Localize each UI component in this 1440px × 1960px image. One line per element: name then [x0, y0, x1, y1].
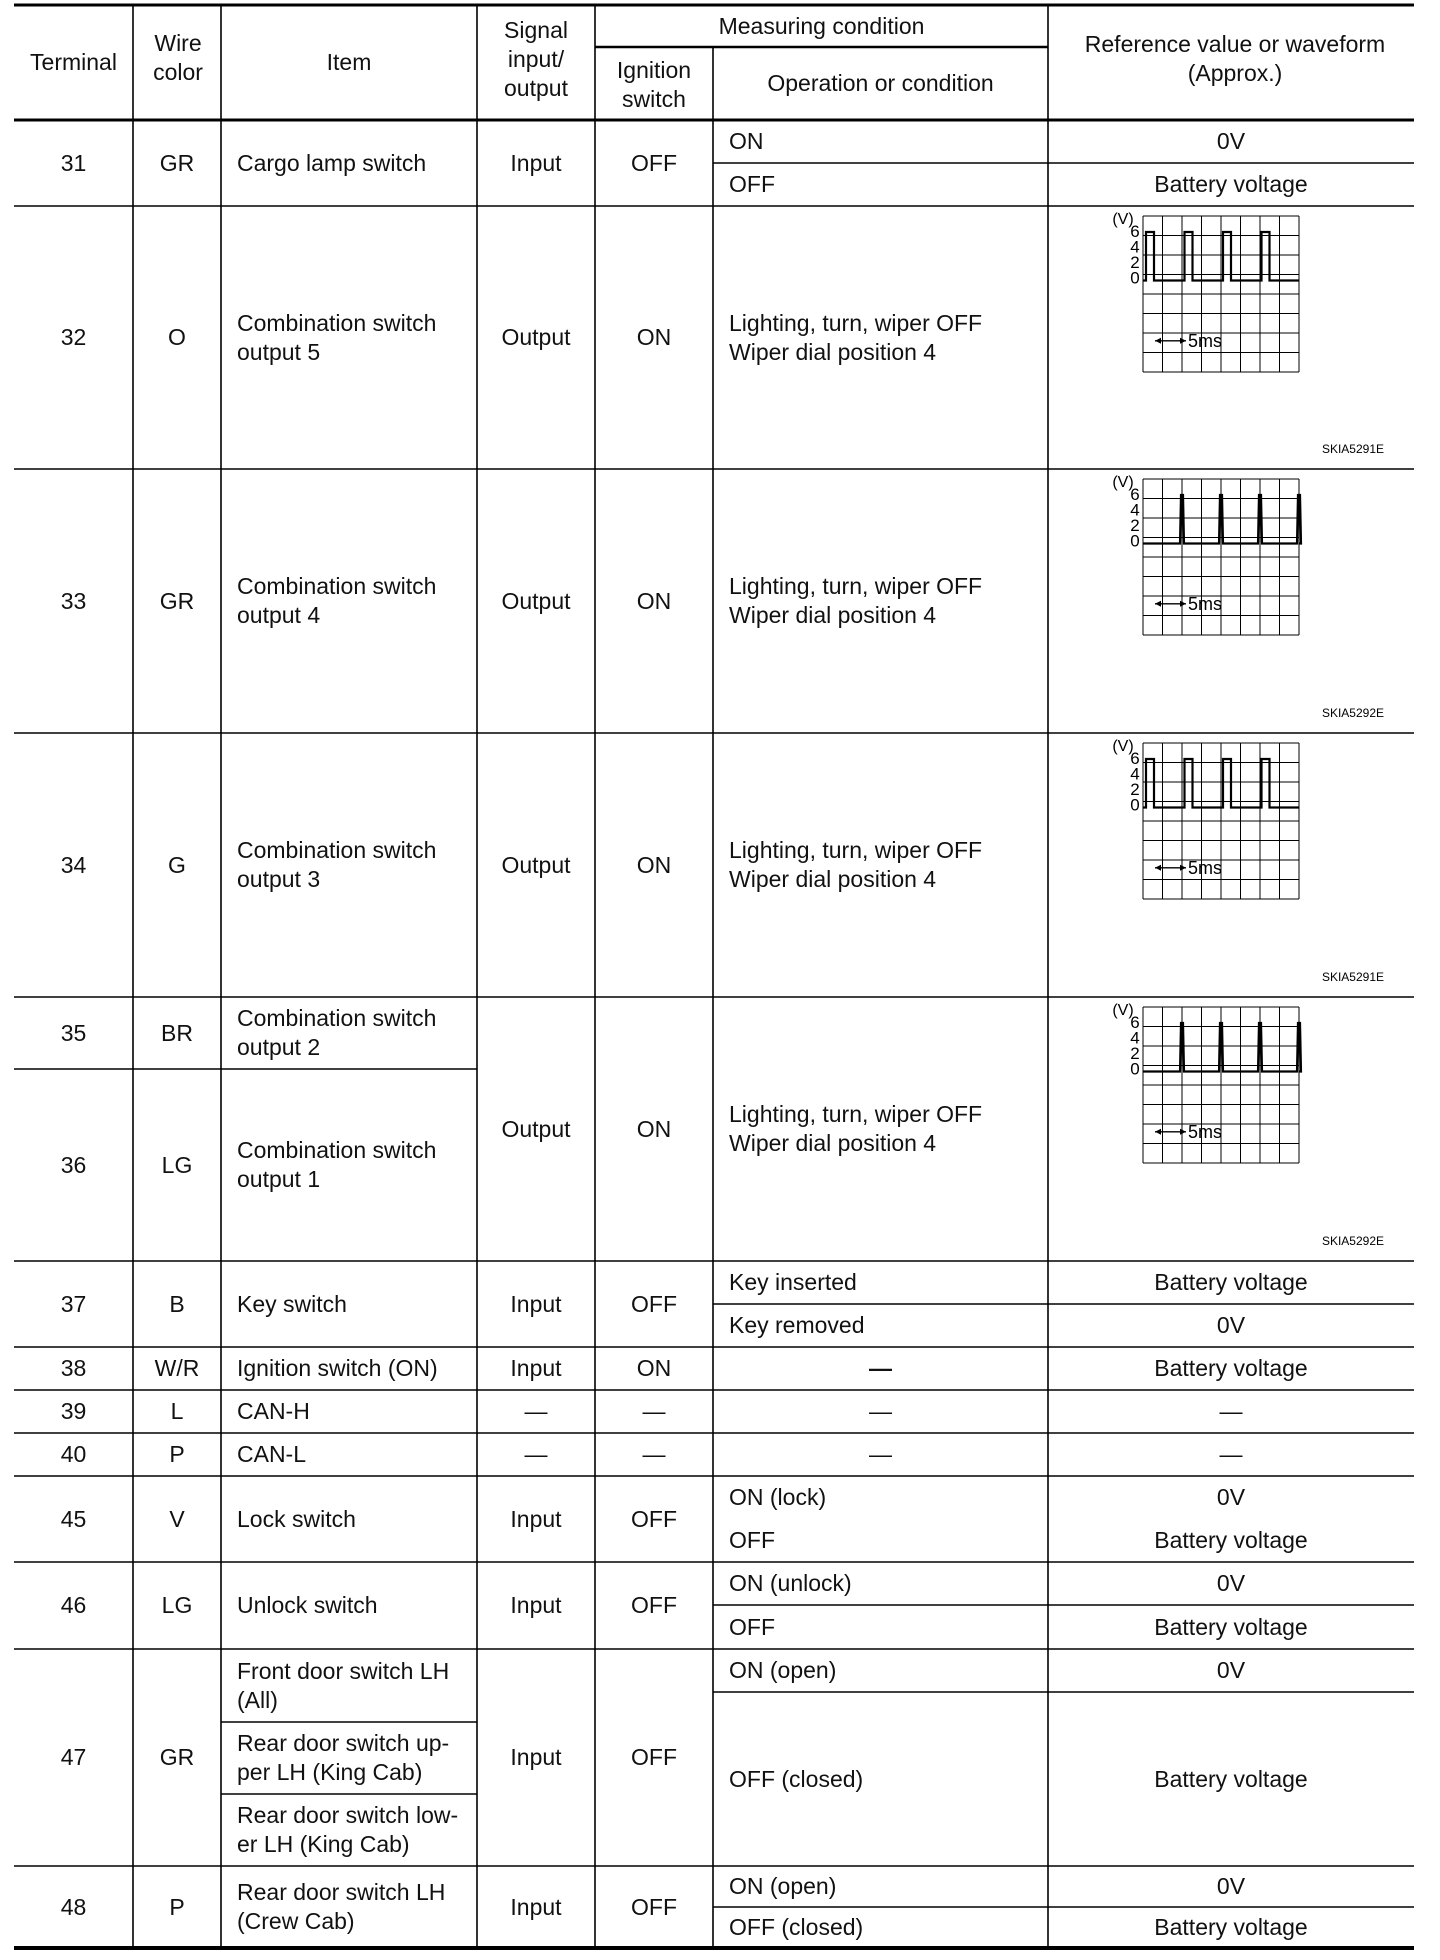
signal-48: Input: [510, 1893, 562, 1920]
op-33: Lighting, turn, wiper OFF Wiper dial position 4: [729, 573, 983, 628]
y-tick-label: 2: [1130, 516, 1140, 535]
terminal-47: 47: [60, 1744, 87, 1770]
terminal-34: 34: [60, 851, 87, 878]
ref-48-b: Battery voltage: [1154, 1914, 1308, 1940]
arrow-head-left: [1155, 601, 1161, 607]
item-34: Combination switch output 3: [237, 837, 437, 892]
header-measuring-condition: Measuring condition: [718, 12, 925, 39]
time-scale-label: 5ms: [1188, 593, 1223, 614]
ref-45-a: 0V: [1216, 1484, 1246, 1510]
ignition-33: ON: [636, 587, 672, 614]
figure-code: SKIA5291E: [1321, 970, 1384, 984]
wire-48: P: [169, 1893, 185, 1920]
y-tick-label: 6: [1130, 749, 1140, 768]
wire-45: V: [169, 1505, 185, 1532]
signal-47: Input: [510, 1744, 562, 1770]
figure-code: SKIA5292E: [1321, 1234, 1384, 1248]
ref-45-b: Battery voltage: [1154, 1527, 1308, 1553]
terminal-48: 48: [60, 1893, 87, 1920]
ref-39: —: [1219, 1398, 1243, 1424]
signal-46: Input: [510, 1592, 562, 1618]
op-32: Lighting, turn, wiper OFF Wiper dial position 4: [729, 309, 983, 365]
terminal-32: 32: [60, 324, 87, 350]
signal-trace: [1143, 1023, 1301, 1072]
time-scale-label: 5ms: [1188, 330, 1223, 351]
item-38: Ignition switch (ON): [237, 1355, 438, 1381]
op-46-b: OFF: [729, 1613, 775, 1640]
ref-37-a: Battery voltage: [1154, 1269, 1308, 1295]
terminal-33: 33: [60, 587, 87, 614]
op-47-b: OFF (closed): [729, 1765, 864, 1792]
item-40: CAN-L: [237, 1441, 307, 1467]
ignition-47: OFF: [631, 1744, 677, 1770]
op-31-a: ON: [729, 128, 764, 154]
arrow-head-left: [1155, 338, 1161, 344]
wire-32: O: [168, 324, 186, 350]
item-32: Combination switch output 5: [237, 309, 437, 365]
item-45: Lock switch: [237, 1505, 356, 1532]
op-48-a: ON (open): [729, 1873, 837, 1899]
ref-31-a: 0V: [1216, 128, 1246, 154]
terminal-36: 36: [60, 1151, 87, 1178]
ignition-37: OFF: [631, 1290, 677, 1317]
op-47-a: ON (open): [729, 1657, 837, 1683]
ignition-38: ON: [636, 1355, 672, 1381]
y-tick-label: 6: [1130, 485, 1140, 504]
terminal-38: 38: [60, 1355, 87, 1381]
signal-33: Output: [501, 587, 571, 614]
ref-40: —: [1219, 1441, 1243, 1467]
header-terminal: Terminal: [30, 49, 117, 75]
wire-47: GR: [159, 1744, 195, 1770]
ref-47-b: Battery voltage: [1154, 1765, 1308, 1792]
item-37: Key switch: [237, 1290, 347, 1317]
item-31: Cargo lamp switch: [237, 149, 427, 176]
ref-46-a: 0V: [1216, 1570, 1246, 1596]
arrow-head-right: [1180, 1129, 1186, 1135]
wire-31: GR: [159, 149, 195, 176]
y-tick-label: 4: [1130, 764, 1140, 784]
signal-31: Input: [510, 149, 562, 176]
item-47-front-door: Front door switch LH (All): [237, 1657, 450, 1713]
y-tick-label: 6: [1130, 222, 1140, 241]
waveform-34: [1048, 733, 1414, 997]
wire-46: LG: [161, 1592, 193, 1618]
y-tick-label: 0: [1130, 531, 1140, 551]
op-40: —: [869, 1441, 892, 1467]
signal-39: —: [524, 1398, 548, 1424]
arrow-head-right: [1180, 338, 1186, 344]
ref-38: Battery voltage: [1154, 1355, 1308, 1381]
item-35: Combination switch output 2: [237, 1005, 437, 1060]
wire-37: B: [169, 1290, 185, 1317]
op-31-b: OFF: [729, 171, 775, 197]
op-37-a: Key inserted: [729, 1269, 857, 1295]
header-item: Item: [326, 49, 372, 75]
signal-38: Input: [510, 1355, 562, 1381]
terminal-45: 45: [60, 1505, 87, 1532]
ignition-35-36: ON: [636, 1115, 672, 1142]
op-35-36: Lighting, turn, wiper OFF Wiper dial position 4: [729, 1101, 983, 1156]
ignition-34: ON: [636, 851, 672, 878]
ref-31-b: Battery voltage: [1154, 171, 1308, 197]
y-tick-label: 2: [1130, 1044, 1140, 1063]
item-47-rear-upper: Rear door switch up- per LH (King Cab): [237, 1730, 450, 1785]
terminal-40: 40: [60, 1441, 87, 1467]
terminal-35: 35: [60, 1019, 87, 1046]
waveform-35-36: [1048, 997, 1414, 1261]
axis-unit-label: (V): [1112, 738, 1134, 755]
ignition-48: OFF: [631, 1893, 677, 1920]
ignition-32: ON: [636, 324, 672, 350]
y-tick-label: 2: [1130, 780, 1140, 799]
arrow-head-left: [1155, 1129, 1161, 1135]
op-39: —: [869, 1398, 892, 1424]
item-33: Combination switch output 4: [237, 573, 437, 628]
y-tick-label: 6: [1130, 1013, 1140, 1032]
op-37-b: Key removed: [729, 1312, 865, 1338]
signal-37: Input: [510, 1290, 562, 1317]
item-36: Combination switch output 1: [237, 1137, 437, 1192]
terminal-31: 31: [60, 149, 87, 176]
op-45-a: ON (lock): [729, 1484, 827, 1510]
terminal-39: 39: [60, 1398, 87, 1424]
item-39: CAN-H: [237, 1398, 310, 1424]
y-tick-label: 4: [1130, 1028, 1140, 1048]
time-scale-label: 5ms: [1188, 857, 1223, 878]
ref-47-a: 0V: [1216, 1657, 1246, 1683]
wire-34: G: [168, 851, 186, 878]
op-34: Lighting, turn, wiper OFF Wiper dial position 4: [729, 837, 983, 892]
wire-40: P: [169, 1441, 185, 1467]
signal-trace: [1143, 495, 1301, 544]
axis-unit-label: (V): [1112, 474, 1134, 491]
signal-32: Output: [501, 324, 571, 350]
wire-38: W/R: [154, 1355, 200, 1381]
arrow-head-right: [1180, 601, 1186, 607]
figure-code: SKIA5292E: [1321, 706, 1384, 720]
axis-unit-label: (V): [1112, 1002, 1134, 1019]
header-reference: Reference value or waveform (Approx.): [1084, 31, 1386, 86]
ignition-40: —: [642, 1441, 666, 1467]
y-tick-label: 0: [1130, 1059, 1140, 1079]
ignition-45: OFF: [631, 1505, 677, 1532]
figure-code: SKIA5291E: [1321, 442, 1384, 456]
wire-39: L: [170, 1398, 184, 1424]
ignition-46: OFF: [631, 1592, 677, 1618]
arrow-head-left: [1155, 865, 1161, 871]
op-45-b: OFF: [729, 1527, 775, 1553]
time-scale-label: 5ms: [1188, 1121, 1223, 1142]
op-46-a: ON (unlock): [729, 1570, 852, 1596]
header-ignition-switch: Ignition switch: [616, 57, 692, 112]
op-48-b: OFF (closed): [729, 1914, 864, 1940]
waveform-33: [1048, 469, 1414, 733]
y-tick-label: 2: [1130, 253, 1140, 272]
arrow-head-right: [1180, 865, 1186, 871]
ref-37-b: 0V: [1216, 1312, 1246, 1338]
axis-unit-label: (V): [1112, 211, 1134, 228]
signal-34: Output: [501, 851, 571, 878]
waveform-32: [1048, 206, 1414, 469]
ref-48-a: 0V: [1216, 1873, 1246, 1899]
terminal-46: 46: [60, 1592, 87, 1618]
y-tick-label: 4: [1130, 500, 1140, 520]
y-tick-label: 0: [1130, 795, 1140, 815]
item-48: Rear door switch LH (Crew Cab): [237, 1879, 446, 1934]
signal-35-36: Output: [501, 1115, 571, 1142]
header-signal: Signal input/ output: [504, 16, 568, 101]
wire-35: BR: [161, 1019, 193, 1046]
op-38: —: [869, 1355, 892, 1381]
ignition-39: —: [642, 1398, 666, 1424]
terminal-37: 37: [60, 1290, 87, 1317]
signal-45: Input: [510, 1505, 562, 1532]
y-tick-label: 0: [1130, 268, 1140, 288]
ignition-31: OFF: [631, 149, 677, 176]
item-47-rear-lower: Rear door switch low- er LH (King Cab): [237, 1802, 459, 1857]
header-wire-color: Wire color: [153, 30, 203, 85]
y-tick-label: 4: [1130, 237, 1140, 257]
signal-40: —: [524, 1441, 548, 1467]
wire-33: GR: [159, 587, 195, 614]
header-operation: Operation or condition: [767, 70, 994, 96]
item-46: Unlock switch: [237, 1592, 378, 1618]
ref-46-b: Battery voltage: [1154, 1613, 1308, 1640]
wire-36: LG: [161, 1151, 193, 1178]
